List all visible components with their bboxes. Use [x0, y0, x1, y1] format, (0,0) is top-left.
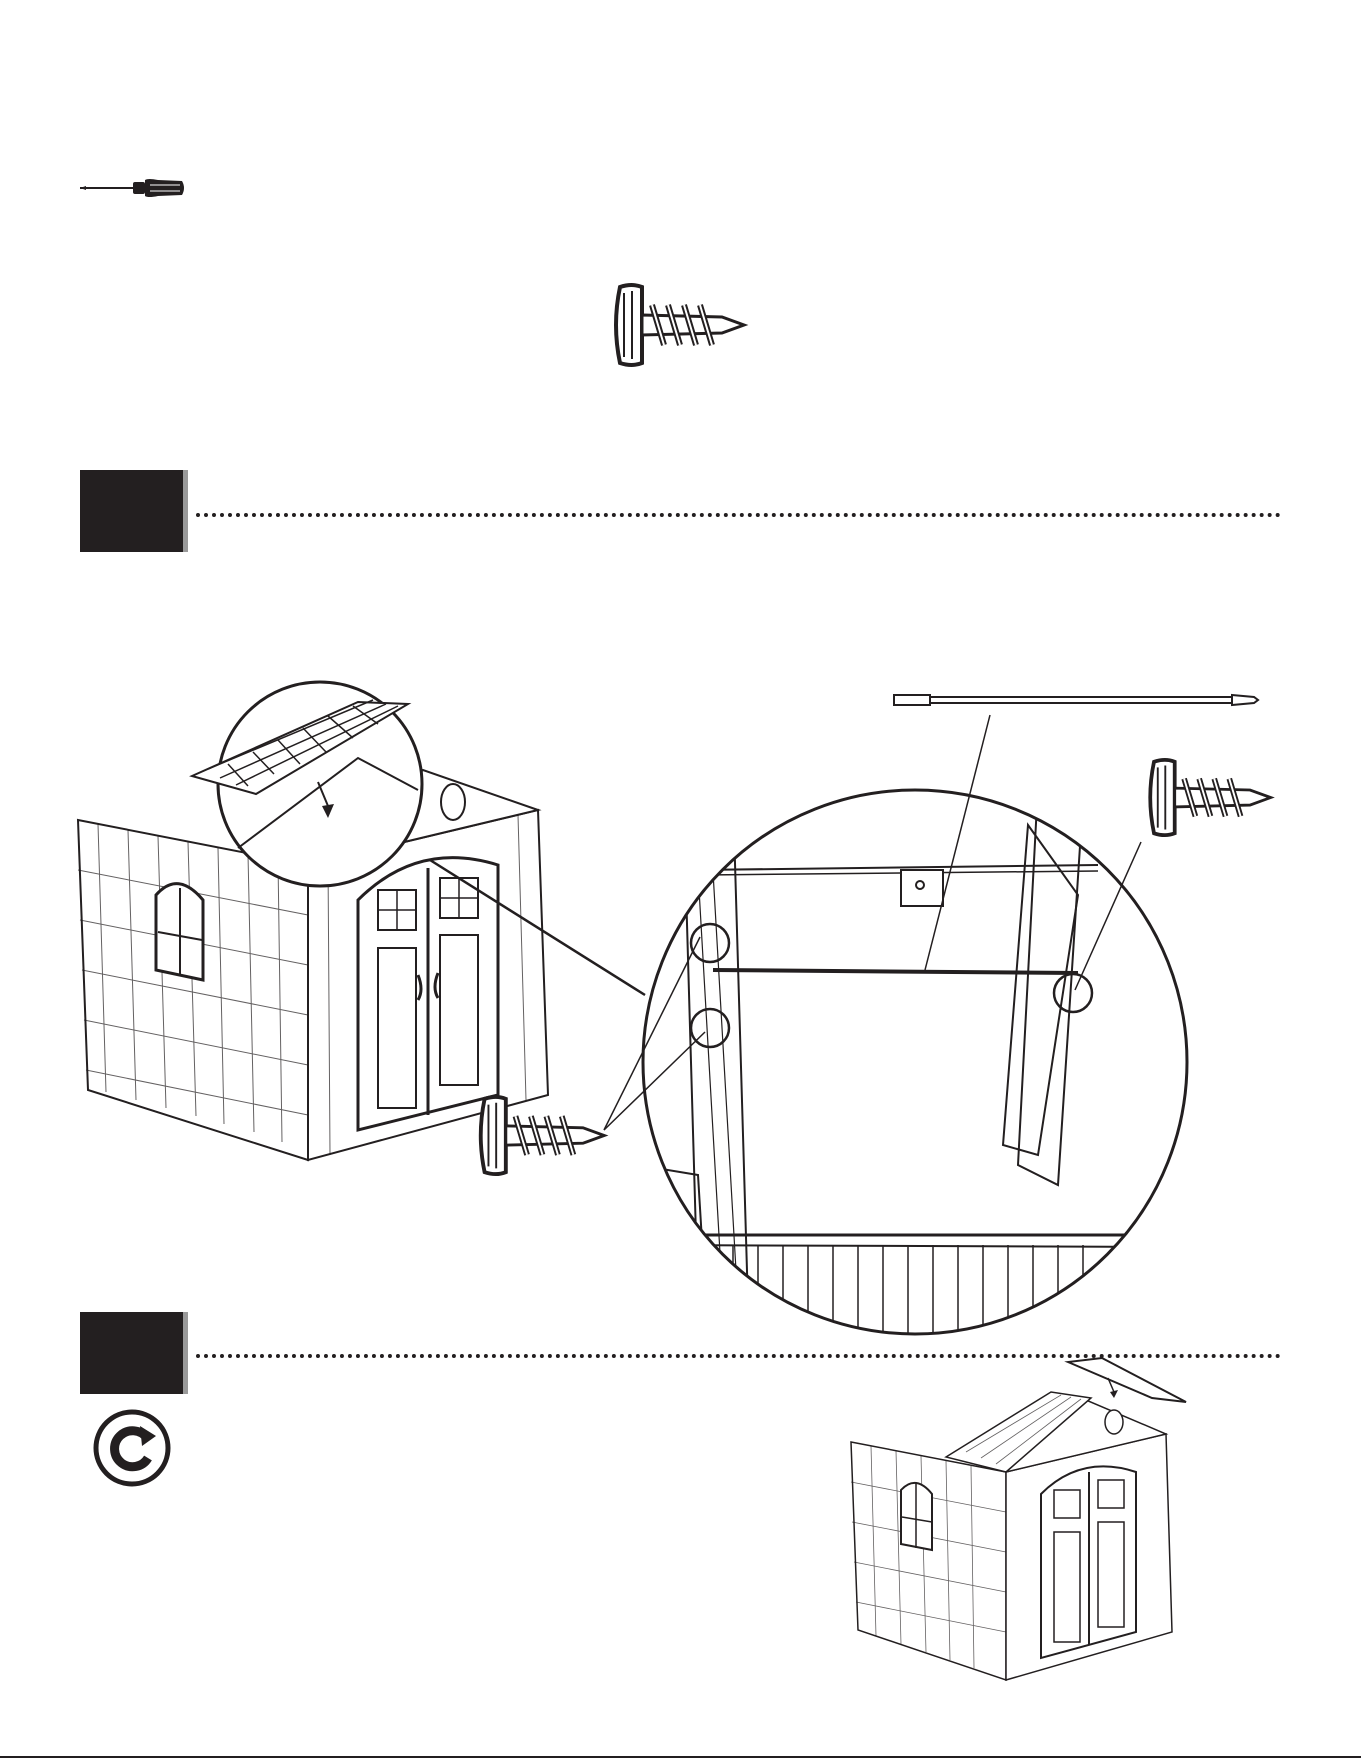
- screw-icon: [1144, 758, 1276, 838]
- shed-illustration: [846, 1362, 1196, 1692]
- rod-part: [892, 690, 1262, 710]
- screw-icon: [476, 1095, 608, 1177]
- rotate-repeat-icon: [92, 1408, 172, 1488]
- step-box-2: [80, 1312, 183, 1394]
- step-divider: [196, 1354, 1281, 1358]
- page-footer-rule: [0, 1756, 1361, 1758]
